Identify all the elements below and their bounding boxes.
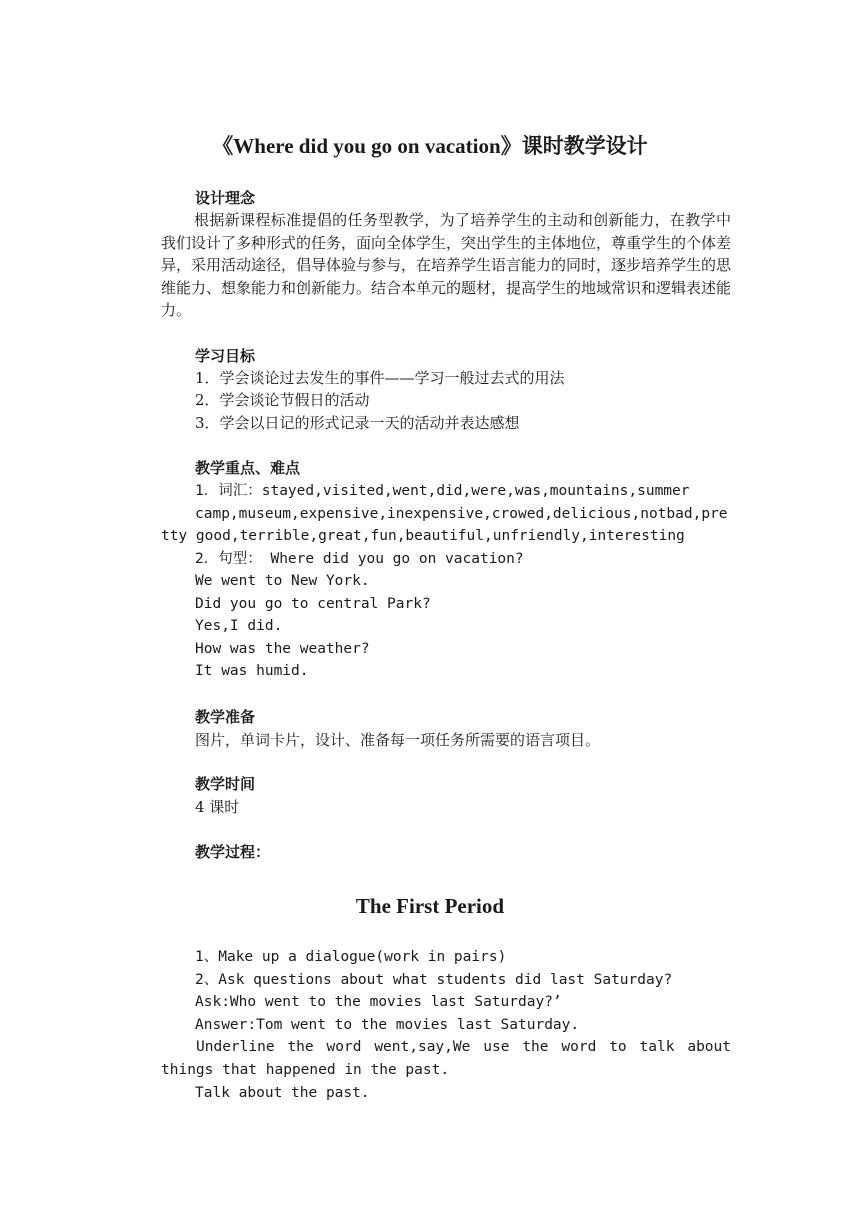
sentence-line: Did you go to central Park? bbox=[195, 596, 431, 612]
goal-item: 3．学会以日记的形式记录一天的活动并表达感想 bbox=[195, 414, 520, 432]
preparation-text: 图片，单词卡片，设计、准备每一项任务所需要的语言项目。 bbox=[195, 731, 601, 749]
time-text: 4 课时 bbox=[195, 798, 240, 816]
philosophy-heading: 设计理念 bbox=[195, 189, 256, 207]
vocabulary-line: tty good,terrible,great,fun,beautiful,unfriendly,interesting bbox=[161, 528, 685, 544]
goals-heading: 学习目标 bbox=[195, 347, 256, 365]
period-line: Ask:Who went to the movies last Saturday?’ bbox=[195, 994, 562, 1010]
period-line: 1、Make up a dialogue(work in pairs) bbox=[195, 949, 507, 965]
preparation-heading: 教学准备 bbox=[195, 708, 256, 726]
period-line: Answer:Tom went to the movies last Saturday. bbox=[195, 1017, 580, 1033]
sentence-line: How was the weather? bbox=[195, 641, 370, 657]
sentence-line: We went to New York. bbox=[195, 573, 370, 589]
sentence-line: It was humid. bbox=[195, 663, 309, 679]
process-heading: 教学过程： bbox=[195, 843, 271, 861]
sentence-pattern-line: 2．句型： Where did you go on vacation? bbox=[195, 551, 524, 567]
goal-item: 1．学会谈论过去发生的事件——学习一般过去式的用法 bbox=[195, 369, 565, 387]
document-title: 《Where did you go on vacation》课时教学设计 bbox=[212, 134, 648, 158]
vocabulary-line: camp,museum,expensive,inexpensive,crowed,delicious,notbad,pre bbox=[195, 506, 728, 522]
vocabulary-line: 1．词汇：stayed,visited,went,did,were,was,mountains,summer bbox=[195, 483, 690, 499]
philosophy-paragraph: 根据新课程标准提倡的任务型教学，为了培养学生的主动和创新能力，在教学中我们设计了多种形式的任务，面向全体学生，突出学生的主体地位，尊重学生的个体差异，采用活动途径，倡导体验与参与，在培养学生语言能力的同时，逐步培养学生的思维能力、想象能力和创新能力。结合本单元的题材，提高学生的地域常识和逻辑表述能力。 bbox=[161, 211, 732, 319]
sentence-line: Yes,I did. bbox=[195, 618, 283, 634]
period-title: The First Period bbox=[355, 894, 505, 918]
period-line: 2、Ask questions about what students did last Saturday? bbox=[195, 972, 673, 988]
key-points-heading: 教学重点、难点 bbox=[195, 459, 301, 477]
underline-paragraph: Underline the word went,say,We use the word to talk about things that happened in the past. bbox=[161, 1039, 731, 1078]
goal-item: 2．学会谈论节假日的活动 bbox=[195, 391, 370, 409]
time-heading: 教学时间 bbox=[195, 775, 256, 793]
period-line: Talk about the past. bbox=[195, 1085, 370, 1101]
